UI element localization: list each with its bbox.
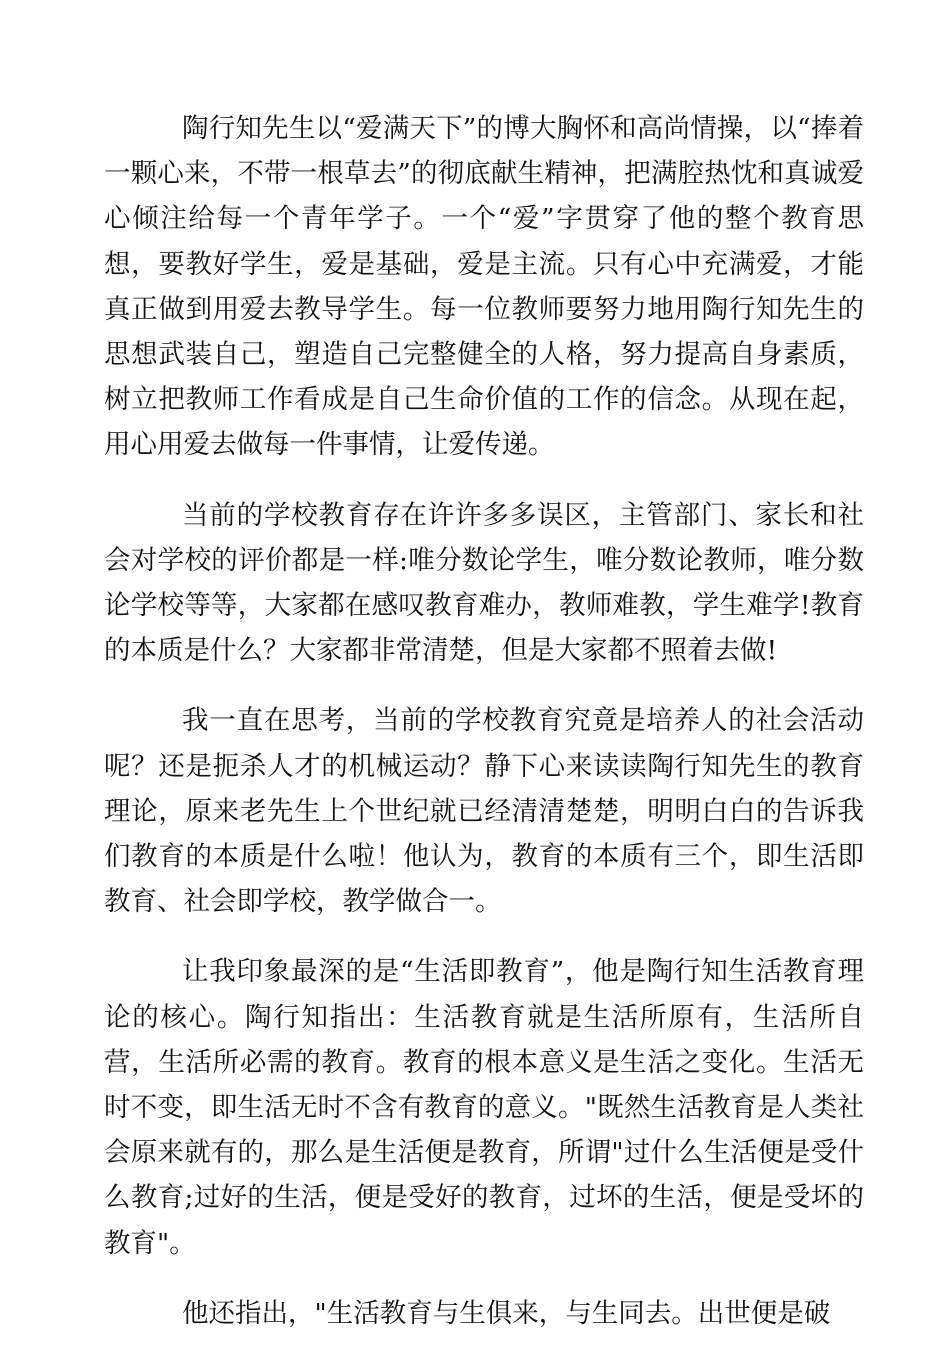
paragraph-1: 陶行知先生以“爱满天下”的博大胸怀和高尚情操，以“捧着一颗心来，不带一根草去”的彻底献生精神，把满腔热忱和真诚爱心倾注给每一个青年学子。一个“爱”字贯穿了他的整个教育思想，要教好学生，爱是基础，爱是主流。只有心中充满爱，才能真正做到用爱去教导学生。每一位教师要努力地用陶行知先生的思想武装自己，塑造自己完整健全的人格，努力提高自身素质，树立把教师工作看成是自己生命价值的工作的信念。从现在起，用心用爱去做每一件事情，让爱传递。 [104, 113, 864, 461]
document-body [104, 106, 864, 1361]
paragraph-2: 当前的学校教育存在许许多多误区，主管部门、家长和社会对学校的评价都是一样:唯分数论学生，唯分数论教师，唯分数论学校等等，大家都在感叹教育难办，教师难教，学生难学!教育的本质是什么？大家都非常清楚，但是大家都不照着去做! [104, 499, 864, 667]
paragraph-4: 让我印象最深的是“生活即教育”，他是陶行知生活教育理论的核心。陶行知指出：生活教育就是生活所原有，生活所自营，生活所必需的教育。教育的根本意义是生活之变化。生活无时不变，即生活无时不含有教育的意义。"既然生活教育是人类社会原来就有的，那么是生活便是教育，所谓"过什么生活便是受什么教育;过好的生活，便是受好的教育，过坏的生活，便是受坏的教育"。 [104, 956, 864, 1259]
paragraph-3: 我一直在思考，当前的学校教育究竟是培养人的社会活动呢？还是扼杀人才的机械运动？静下心来读读陶行知先生的教育理论，原来老先生上个世纪就已经清清楚楚，明明白白的告诉我们教育的本质是什么啦！他认为，教育的本质有三个，即生活即教育、社会即学校，教学做合一。 [104, 705, 864, 918]
paragraph-5: 他还指出，"生活教育与生俱来，与生同去。出世便是破 [182, 1297, 831, 1329]
